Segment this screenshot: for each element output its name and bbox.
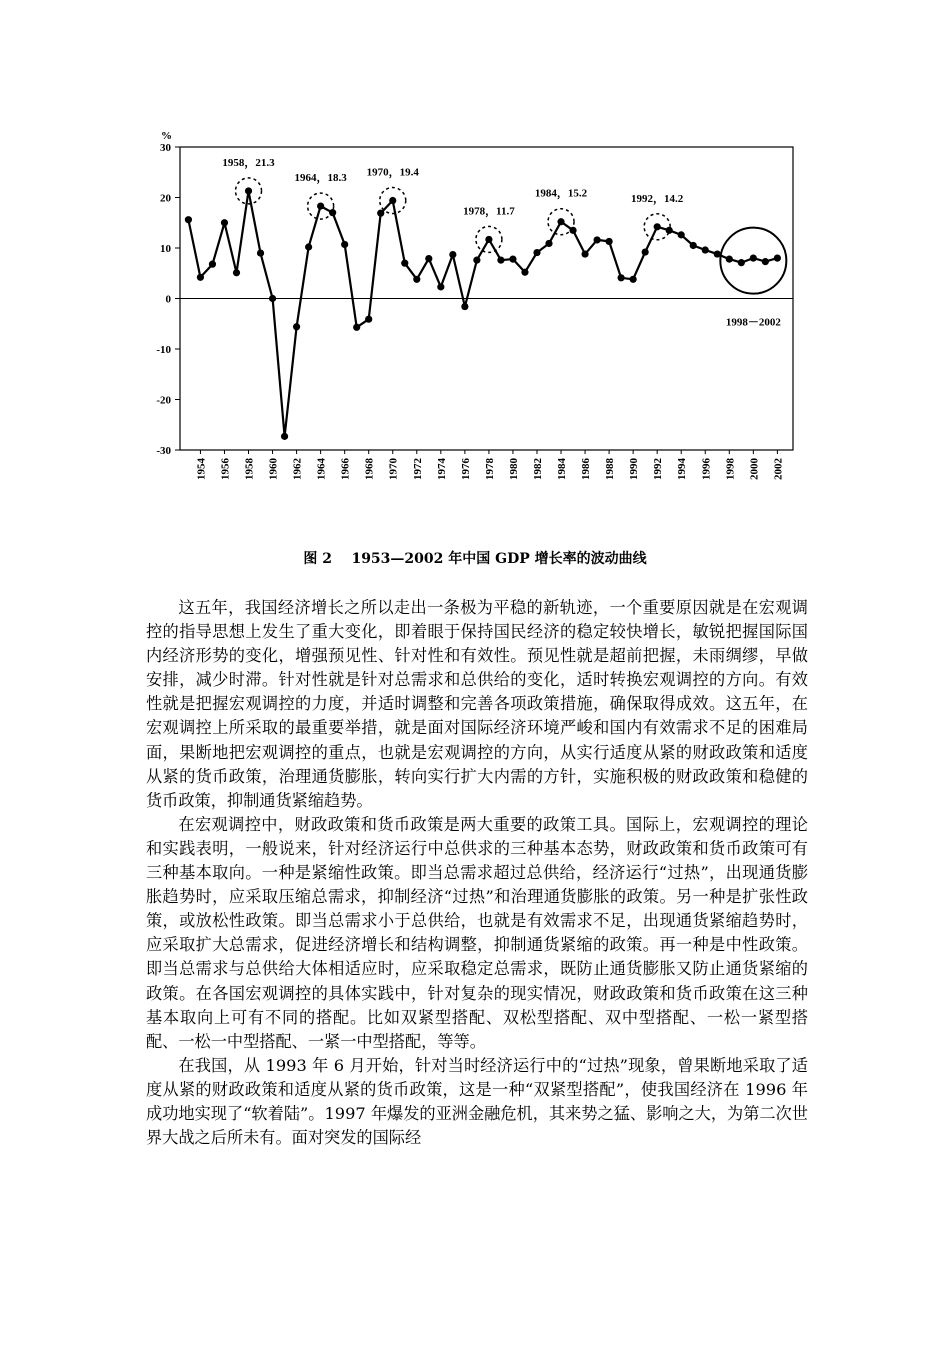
annotation-label: 1964，18.3 — [294, 172, 347, 185]
data-point — [245, 187, 252, 194]
data-point — [581, 250, 588, 257]
y-axis-label: % — [161, 130, 172, 142]
data-point — [545, 240, 552, 247]
data-point — [521, 269, 528, 276]
y-tick-label: -30 — [156, 445, 171, 457]
data-point — [606, 238, 613, 245]
paragraph-3: 在我国，从 1993 年 6 月开始，针对当时经济运行中的“过热”现象，曾果断地采取了适度从紧的财政政策和适度从紧的货币政策，这是一种“双紧型搭配”，使我国经济在 1996 年成功地实现了“软着陆”。1997 年爆发的亚洲金融危机，其来势之猛、影响之大，为第二次世界大战之后所未有。面对突发的国际经 — [146, 1055, 808, 1148]
x-tick-label: 1988 — [604, 458, 617, 480]
data-point — [437, 283, 444, 290]
annotation-label: 1970，19.4 — [366, 166, 419, 179]
x-tick-label: 2000 — [748, 458, 761, 480]
x-tick-label: 1964 — [315, 458, 328, 480]
data-point — [401, 260, 408, 267]
paragraph-2: 在宏观调控中，财政政策和货币政策是两大重要的政策工具。国际上，宏观调控的理论和实践表明，一般说来，针对经济运行中总供求的三种基本态势，财政政策和货币政策可有三种基本取向。一种是紧缩性政策。即当总需求超过总供给，经济运行“过热”，出现通货膨胀趋势时，应采取压缩总需求，抑制经济“过热”和治理通货膨胀的政策。另一种是扩张性政策，或放松性政策。即当总需求小于总供给，也就是有效需求不足，出现通货紧缩趋势时，应采取扩大总需求，促进经济增长和结构调整，抑制通货紧缩的政策。再一种是中性政策。即当总需求与总供给大体相适应时，应采取稳定总需求，既防止通货膨胀又防止通货紧缩的政策。在各国宏观调控的具体实践中，针对复杂的现实情况，财政政策和货币政策在这三种基本取向上可有不同的搭配。比如双紧型搭配、双松型搭配、双中型搭配、一松一紧型搭配、一松一中型搭配、一紧一中型搭配，等等。 — [146, 814, 808, 1051]
data-point — [341, 241, 348, 248]
x-tick-label: 1968 — [363, 458, 376, 480]
data-point — [533, 249, 540, 256]
data-point — [509, 256, 516, 263]
x-tick-label: 1996 — [700, 458, 713, 480]
data-point — [678, 231, 685, 238]
x-tick-label: 2002 — [772, 458, 785, 480]
body-text — [146, 596, 808, 1150]
data-point — [269, 295, 276, 302]
x-tick-label: 1962 — [291, 458, 304, 480]
data-point — [557, 218, 564, 225]
annotation-label: 1958，21.3 — [222, 156, 275, 169]
x-tick-label: 1976 — [459, 458, 472, 480]
x-tick-label: 1966 — [339, 458, 352, 480]
x-tick-label: 1954 — [195, 458, 208, 480]
data-point — [389, 197, 396, 204]
x-tick-label: 1980 — [507, 458, 520, 480]
data-point — [642, 248, 649, 255]
y-tick-label: 10 — [160, 243, 171, 255]
x-tick-label: 1982 — [531, 458, 544, 480]
data-point — [654, 223, 661, 230]
data-point — [293, 323, 300, 330]
data-point — [750, 255, 757, 262]
data-point — [413, 276, 420, 283]
x-tick-label: 1972 — [411, 458, 424, 480]
figure-caption: 图 2 1953—2002 年中国 GDP 增长率的波动曲线 — [303, 551, 647, 567]
x-tick-label: 1960 — [267, 458, 280, 480]
data-point — [425, 255, 432, 262]
annotation-label: 1978，11.7 — [463, 205, 515, 218]
data-point — [702, 246, 709, 253]
data-point — [209, 261, 216, 268]
x-tick-label: 1986 — [580, 458, 593, 480]
data-point — [317, 202, 324, 209]
data-point — [738, 259, 745, 266]
data-point — [185, 216, 192, 223]
x-tick-label: 1974 — [435, 458, 448, 480]
annotation-label: 1992，14.2 — [631, 192, 684, 205]
data-point — [593, 236, 600, 243]
data-point — [630, 276, 637, 283]
data-point — [774, 255, 781, 262]
x-tick-label: 1958 — [243, 458, 256, 480]
data-point — [690, 242, 697, 249]
data-point — [197, 274, 204, 281]
data-point — [762, 258, 769, 265]
y-tick-label: 0 — [165, 293, 171, 306]
x-tick-label: 1978 — [483, 458, 496, 480]
data-point — [618, 274, 625, 281]
y-tick-label: 30 — [160, 142, 171, 154]
x-tick-label: 1998 — [724, 458, 737, 480]
annotation-label: 1998－2002 — [725, 316, 781, 329]
annotation-label: 1984，15.2 — [534, 187, 588, 200]
data-point — [281, 433, 288, 440]
data-point — [365, 316, 372, 323]
data-point — [233, 269, 240, 276]
data-point — [473, 257, 480, 264]
x-tick-label: 1956 — [219, 458, 232, 480]
data-point — [377, 210, 384, 217]
paragraph-1: 这五年，我国经济增长之所以走出一条极为平稳的新轨迹，一个重要原因就是在宏观调控的指导思想上发生了重大变化，即着眼于保持国民经济的稳定较快增长，敏锐把握国际国内经济形势的变化，增强预见性、针对性和有效性。预见性就是超前把握，未雨绸缪，早做安排，减少时滞。针对性就是针对总需求和总供给的变化，适时转换宏观调控的方向。有效性就是把握宏观调控的力度，并适时调整和完善各项政策措施，确保取得成效。这五年，在宏观调控上所采取的最重要举措，就是面对国际经济环境严峻和国内有效需求不足的困难局面，果断地把宏观调控的重点，也就是宏观调控的方向，从实行适度从紧的财政政策和适度从紧的货币政策，治理通货膨胀，转向实行扩大内需的方针，实施积极的财政政策和稳健的货币政策，抑制通货紧缩趋势。 — [146, 598, 808, 810]
data-point — [353, 324, 360, 331]
data-point — [485, 236, 492, 243]
data-point — [726, 256, 733, 263]
data-point — [497, 257, 504, 264]
data-point — [257, 249, 264, 256]
x-tick-label: 1984 — [556, 458, 569, 480]
y-tick-label: -10 — [156, 344, 171, 356]
x-tick-label: 1994 — [676, 458, 689, 480]
data-point — [305, 243, 312, 250]
gdp-growth-chart — [140, 120, 820, 505]
x-tick-label: 1992 — [652, 458, 665, 480]
data-point — [221, 219, 228, 226]
data-point — [461, 303, 468, 310]
x-tick-label: 1970 — [387, 458, 400, 480]
x-tick-label: 1990 — [628, 458, 641, 480]
y-tick-label: 20 — [160, 192, 171, 205]
data-point — [449, 251, 456, 258]
y-tick-label: -20 — [156, 394, 171, 407]
